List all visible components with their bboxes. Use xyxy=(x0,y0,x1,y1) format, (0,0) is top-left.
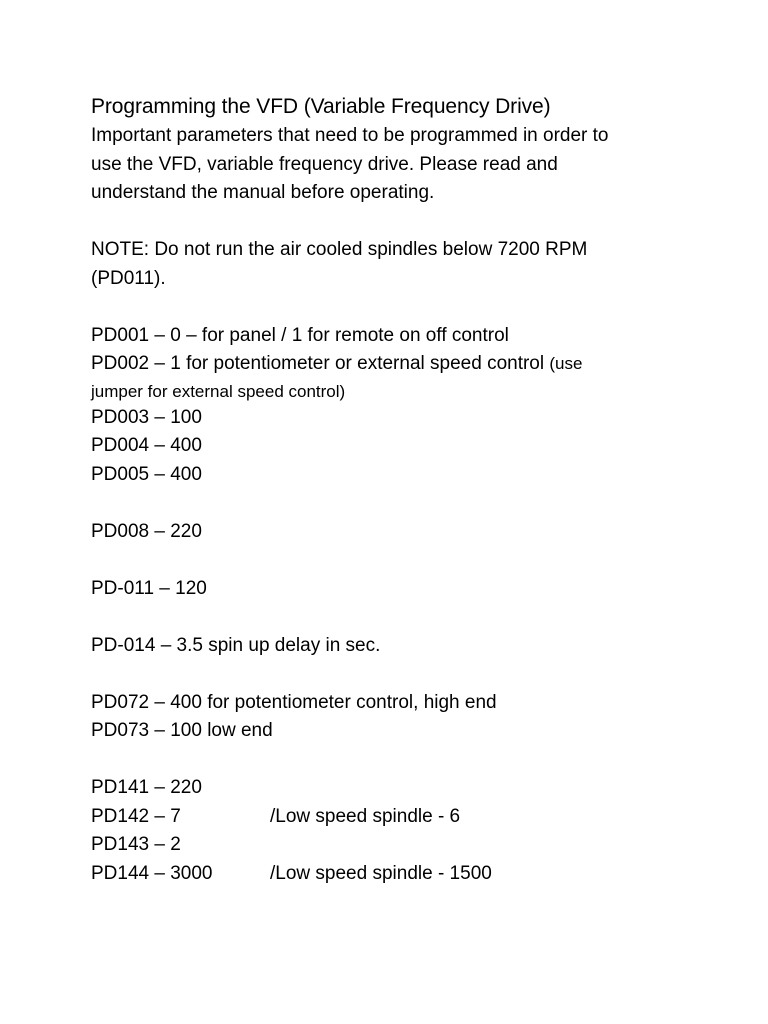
param-pd002-aside-cont: jumper for external speed control) xyxy=(91,381,346,401)
note-line-2: (PD011). xyxy=(91,267,166,289)
param-pd142-note: /Low speed spindle - 6 xyxy=(270,805,461,827)
spacer xyxy=(91,489,708,518)
param-pd014: PD-014 – 3.5 spin up delay in sec. xyxy=(91,634,381,656)
intro-line-2: use the VFD, variable frequency drive. Please read and xyxy=(91,153,558,175)
param-pd002 xyxy=(91,350,708,379)
param-pd002-text: PD002 – 1 for potentiometer or external speed control xyxy=(91,353,550,374)
intro-line-3: understand the manual before operating. xyxy=(91,182,435,203)
intro-line-1: Important parameters that need to be programmed in order to xyxy=(91,125,609,146)
spacer xyxy=(91,293,708,322)
param-pd003: PD003 – 100 xyxy=(91,406,202,428)
param-pd144-note: /Low speed spindle - 1500 xyxy=(270,862,492,884)
spacer xyxy=(91,660,708,689)
param-pd142 xyxy=(91,803,708,832)
param-pd011: PD-011 – 120 xyxy=(91,577,207,599)
param-pd142-code: PD142 – 7 xyxy=(91,805,181,827)
document-title: Programming the VFD (Variable Frequency Drive) xyxy=(91,95,551,118)
spacer xyxy=(91,208,708,237)
param-pd005: PD005 – 400 xyxy=(91,463,202,485)
param-pd008: PD008 – 220 xyxy=(91,520,202,542)
param-pd001: PD001 – 0 – for panel / 1 for remote on off control xyxy=(91,324,509,346)
param-pd072: PD072 – 400 for potentiometer control, high end xyxy=(91,691,497,713)
param-pd141: PD141 – 220 xyxy=(91,777,202,798)
param-pd143: PD143 – 2 xyxy=(91,834,181,855)
param-pd144-code: PD144 – 3000 xyxy=(91,862,213,884)
spacer xyxy=(91,746,708,775)
spacer xyxy=(91,546,708,575)
param-pd144 xyxy=(91,860,708,889)
param-pd073: PD073 – 100 low end xyxy=(91,720,273,741)
param-pd002-aside: (use xyxy=(549,354,583,373)
note-line-1: NOTE: Do not run the air cooled spindles below 7200 RPM xyxy=(91,239,588,260)
spacer xyxy=(91,603,708,632)
param-pd004: PD004 – 400 xyxy=(91,435,202,456)
